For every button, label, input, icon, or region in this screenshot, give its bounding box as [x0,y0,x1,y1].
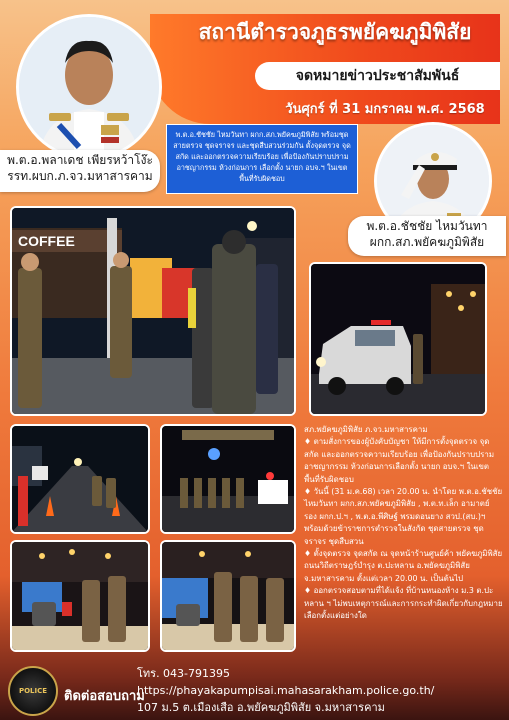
contact-address: 107 ม.5 ต.เมืองเสือ อ.พยัคฆภูมิพิสัย จ.มหาสารคาม [137,701,385,714]
photo-checkpoint-briefing [10,206,296,416]
community-visit-2-scene [162,542,294,650]
contact-details [137,665,434,716]
article-paragraph-patrol: ♦ ออกตรวจสอบตามที่ได้แจ้ง ที่บ้านหนองห้าง ม.3 ต.ปะหลาน ฯ ไม่พบเหตุการณ์และการกระทำผิดเกี่ยวกับกฎหมายเลือกตั้งแต่อย่างใด [304,586,503,621]
officer-left-portrait [16,14,162,160]
officer-left-caption [0,150,160,192]
officer-right-position: ผกก.สภ.พยัคฆภูมิพิสัย [369,235,485,249]
police-badge-icon: POLICE [8,666,58,716]
checkpoint-briefing-scene [12,208,294,414]
summary-box: พ.ต.อ.ชัชชัย ไหมวันทา ผกก.สภ.พยัคฆภูมิพิสัย พร้อมชุดสายตรวจ ชุดจราจร และชุดสืบสวนร่วมกัน ตั้งจุดตรวจ จุดสกัด และออกตรวจความเรียบร้อย เพื่อป้องกันปราบปรามอาชญากรรม ห้วงก่อนการ เลือกตั้ง นายก อบจ.ฯ ในเขตพื้นที่รับผิดชอบ [166,124,358,194]
article-paragraph-checkpoint: ♦ ตั้งจุดตรวจ จุดสกัด ณ จุดหน้าร้านศูนย์ค้า พยัคฆภูมิพิสัย ถนนวิถีตราษฎร์บำรุง ต.ปะหลาน อ.พยัคฆภูมิพิสัย จ.มหาสารคาม ตั้งแต่เวลา 20.00 น. เป็นต้นไป [304,549,503,583]
contact-label: ติดต่อสอบถาม [64,689,145,704]
article-paragraph-orders: ♦ ตามสั่งการของผู้บังคับบัญชา ให้มีการตั้งจุดตรวจ จุดสกัด และออกตรวจความเรียบร้อย เพื่อป้องกันปราบปรามอาชญากรรม ห้วงก่อนการเลือกตั้ง นายก อบจ.ฯ ในเขตพื้นที่รับผิดชอบ [304,437,495,484]
road-checkpoint-scene [12,426,148,532]
contact-phone: โทร. 043-791395 [137,667,231,680]
officer-left-position: รรท.ผบก.ภ.จว.มหาสารคาม [7,169,153,183]
article-heading: สภ.พยัคฆภูมิพิสัย ภ.จว.มหาสารคาม [304,425,428,434]
article-body [304,424,504,623]
contact-website-link[interactable]: https://phayakapumpisai.mahasarakham.police.go.th/ [137,684,435,697]
station-gate-scene [162,426,294,532]
page-title: สถานีตำรวจภูธรพยัคฆภูมิพิสัย [198,20,472,44]
photo-community-visit-1 [10,540,150,652]
photo-community-visit-2 [160,540,296,652]
community-visit-1-scene [12,542,148,650]
officer-right-caption [348,216,506,256]
officer-left-name: พ.ต.อ.พลาเดช เพียรหว้าโง๊ะ [7,153,153,167]
officer-right-name: พ.ต.อ.ชัชชัย ไหมวันทา [366,219,488,233]
page-subtitle: จดหมายข่าวประชาสัมพันธ์ [255,62,500,90]
patrol-truck-scene [311,264,485,414]
article-paragraph-today: ♦ วันนี้ (31 ม.ค.68) เวลา 20.00 น. นำโดย พ.ต.อ.ชัชชัย ไหมวันทา ผกก.สภ.พยัคฆภูมิพิสัย , พ.ต.ท.เล็ก อามาตย์ รอง ผกก.ป.ฯ , พ.ต.อ.พีศิษฐ์ พรมดอนยาง สวป.(สบ.)ฯ พร้อมด้วยข้าราชการตำรวจในสังกัด ชุดสายตรวจ ชุดจราจร ชุดสืบสวน [304,487,503,546]
photo-patrol-truck [309,262,487,416]
publish-date: วันศุกร์ ที่ 31 มกราคม พ.ศ. 2568 [285,102,485,117]
photo-road-checkpoint [10,424,150,534]
photo-station-gate [160,424,296,534]
officer-left-illustration [19,17,159,157]
coffee-sign-text: COFFEE [18,233,75,249]
